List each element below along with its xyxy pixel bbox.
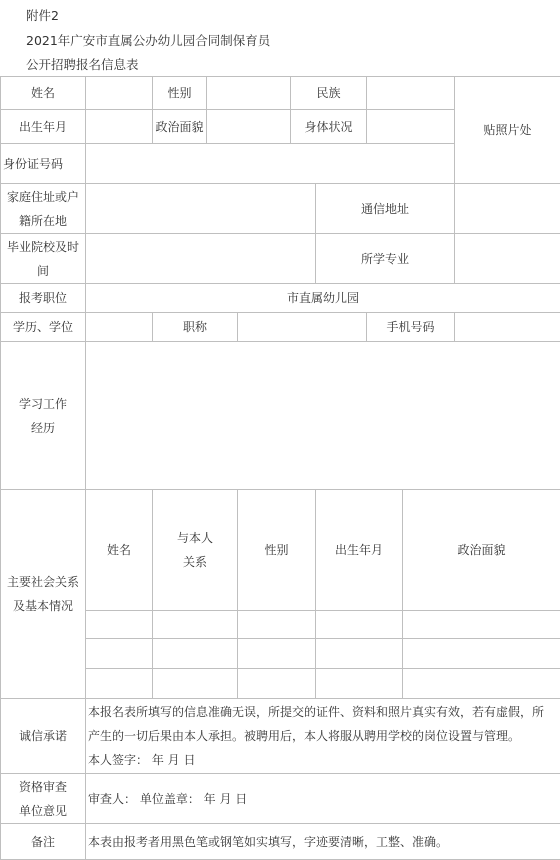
rel-header-relation-line1: 与本人 bbox=[155, 526, 235, 550]
rel-cell[interactable] bbox=[153, 639, 238, 669]
address-label bbox=[1, 184, 86, 234]
table-row bbox=[1, 77, 560, 110]
political-field[interactable] bbox=[207, 110, 291, 144]
major-field[interactable] bbox=[455, 234, 560, 284]
rel-cell[interactable] bbox=[316, 639, 403, 669]
rel-cell[interactable] bbox=[316, 611, 403, 639]
review-label-line1: 资格审查 bbox=[3, 775, 83, 799]
name-field[interactable] bbox=[86, 77, 153, 110]
experience-field[interactable] bbox=[86, 342, 560, 490]
table-row bbox=[1, 490, 560, 611]
gender-field[interactable] bbox=[207, 77, 291, 110]
photo-area[interactable]: 贴照片处 bbox=[455, 77, 560, 184]
rel-cell[interactable] bbox=[403, 611, 560, 639]
table-row bbox=[1, 284, 560, 313]
form-title-line2: 公开招聘报名信息表 bbox=[26, 55, 139, 73]
health-field[interactable] bbox=[367, 110, 455, 144]
rel-header-name: 姓名 bbox=[86, 490, 153, 611]
review-text: 审查人： 单位盖章： 年 月 日 bbox=[86, 774, 560, 824]
review-label bbox=[1, 774, 86, 824]
gender-label: 性别 bbox=[153, 77, 207, 110]
rel-cell[interactable] bbox=[153, 611, 238, 639]
rel-header-relation-line2: 关系 bbox=[155, 550, 235, 574]
position-label: 报考职位 bbox=[1, 284, 86, 313]
table-row bbox=[1, 313, 560, 342]
rel-cell[interactable] bbox=[238, 639, 316, 669]
relations-label-line2: 及基本情况 bbox=[3, 594, 83, 618]
contact-address-field[interactable] bbox=[455, 184, 560, 234]
phone-field[interactable] bbox=[455, 313, 560, 342]
pledge-signature: 本人签字： 年 月 日 bbox=[88, 748, 558, 772]
name-label: 姓名 bbox=[1, 77, 86, 110]
attachment-label: 附件2 bbox=[26, 6, 59, 24]
major-label: 所学专业 bbox=[316, 234, 455, 284]
ethnicity-field[interactable] bbox=[367, 77, 455, 110]
education-label: 学历、学位 bbox=[1, 313, 86, 342]
rel-cell[interactable] bbox=[86, 669, 153, 699]
rel-cell[interactable] bbox=[238, 669, 316, 699]
remarks-text: 本表由报考者用黑色笔或钢笔如实填写，字迹要清晰，工整、准确。 bbox=[86, 824, 560, 860]
school-field[interactable] bbox=[86, 234, 316, 284]
rel-header-birth: 出生年月 bbox=[316, 490, 403, 611]
phone-label: 手机号码 bbox=[367, 313, 455, 342]
experience-label-line1: 学习工作 bbox=[3, 392, 83, 416]
rel-cell[interactable] bbox=[86, 639, 153, 669]
experience-label-line2: 经历 bbox=[3, 416, 83, 440]
health-label: 身体状况 bbox=[291, 110, 367, 144]
table-row bbox=[1, 234, 560, 284]
review-label-line2: 单位意见 bbox=[3, 799, 83, 823]
table-row bbox=[1, 342, 560, 490]
rel-cell[interactable] bbox=[238, 611, 316, 639]
rel-cell[interactable] bbox=[403, 639, 560, 669]
birth-label: 出生年月 bbox=[1, 110, 86, 144]
school-label bbox=[1, 234, 86, 284]
pledge-line2: 产生的一切后果由本人承担。被聘用后，本人将服从聘用学校的岗位设置与管理。 bbox=[88, 724, 558, 748]
table-row bbox=[1, 184, 560, 234]
rel-header-political: 政治面貌 bbox=[403, 490, 560, 611]
registration-form-table bbox=[0, 76, 560, 860]
position-value: 市直属幼儿园 bbox=[86, 284, 560, 313]
rel-header-relation bbox=[153, 490, 238, 611]
title-field[interactable] bbox=[238, 313, 367, 342]
birth-field[interactable] bbox=[86, 110, 153, 144]
id-number-field[interactable] bbox=[86, 144, 455, 184]
pledge-text bbox=[86, 699, 560, 774]
rel-cell[interactable] bbox=[153, 669, 238, 699]
relations-label bbox=[1, 490, 86, 699]
form-title-line1: 2021年广安市直属公办幼儿园合同制保育员 bbox=[26, 31, 270, 49]
rel-cell[interactable] bbox=[86, 611, 153, 639]
table-row bbox=[1, 824, 560, 860]
address-label-line1: 家庭住址或户 bbox=[3, 185, 83, 209]
remarks-label: 备注 bbox=[1, 824, 86, 860]
table-row bbox=[1, 774, 560, 824]
ethnicity-label: 民族 bbox=[291, 77, 367, 110]
table-row bbox=[1, 699, 560, 774]
school-label-line2: 间 bbox=[3, 259, 83, 283]
address-field[interactable] bbox=[86, 184, 316, 234]
rel-header-gender: 性别 bbox=[238, 490, 316, 611]
education-field[interactable] bbox=[86, 313, 153, 342]
address-label-line2: 籍所在地 bbox=[3, 209, 83, 233]
rel-cell[interactable] bbox=[403, 669, 560, 699]
political-label: 政治面貌 bbox=[153, 110, 207, 144]
pledge-label: 诚信承诺 bbox=[1, 699, 86, 774]
experience-label bbox=[1, 342, 86, 490]
title-label: 职称 bbox=[153, 313, 238, 342]
school-label-line1: 毕业院校及时 bbox=[3, 235, 83, 259]
relations-label-line1: 主要社会关系 bbox=[3, 570, 83, 594]
rel-cell[interactable] bbox=[316, 669, 403, 699]
pledge-line1: 本报名表所填写的信息准确无误，所提交的证件、资料和照片真实有效，若有虚假，所 bbox=[88, 700, 558, 724]
contact-address-label: 通信地址 bbox=[316, 184, 455, 234]
id-number-label: 身份证号码 bbox=[1, 144, 86, 184]
